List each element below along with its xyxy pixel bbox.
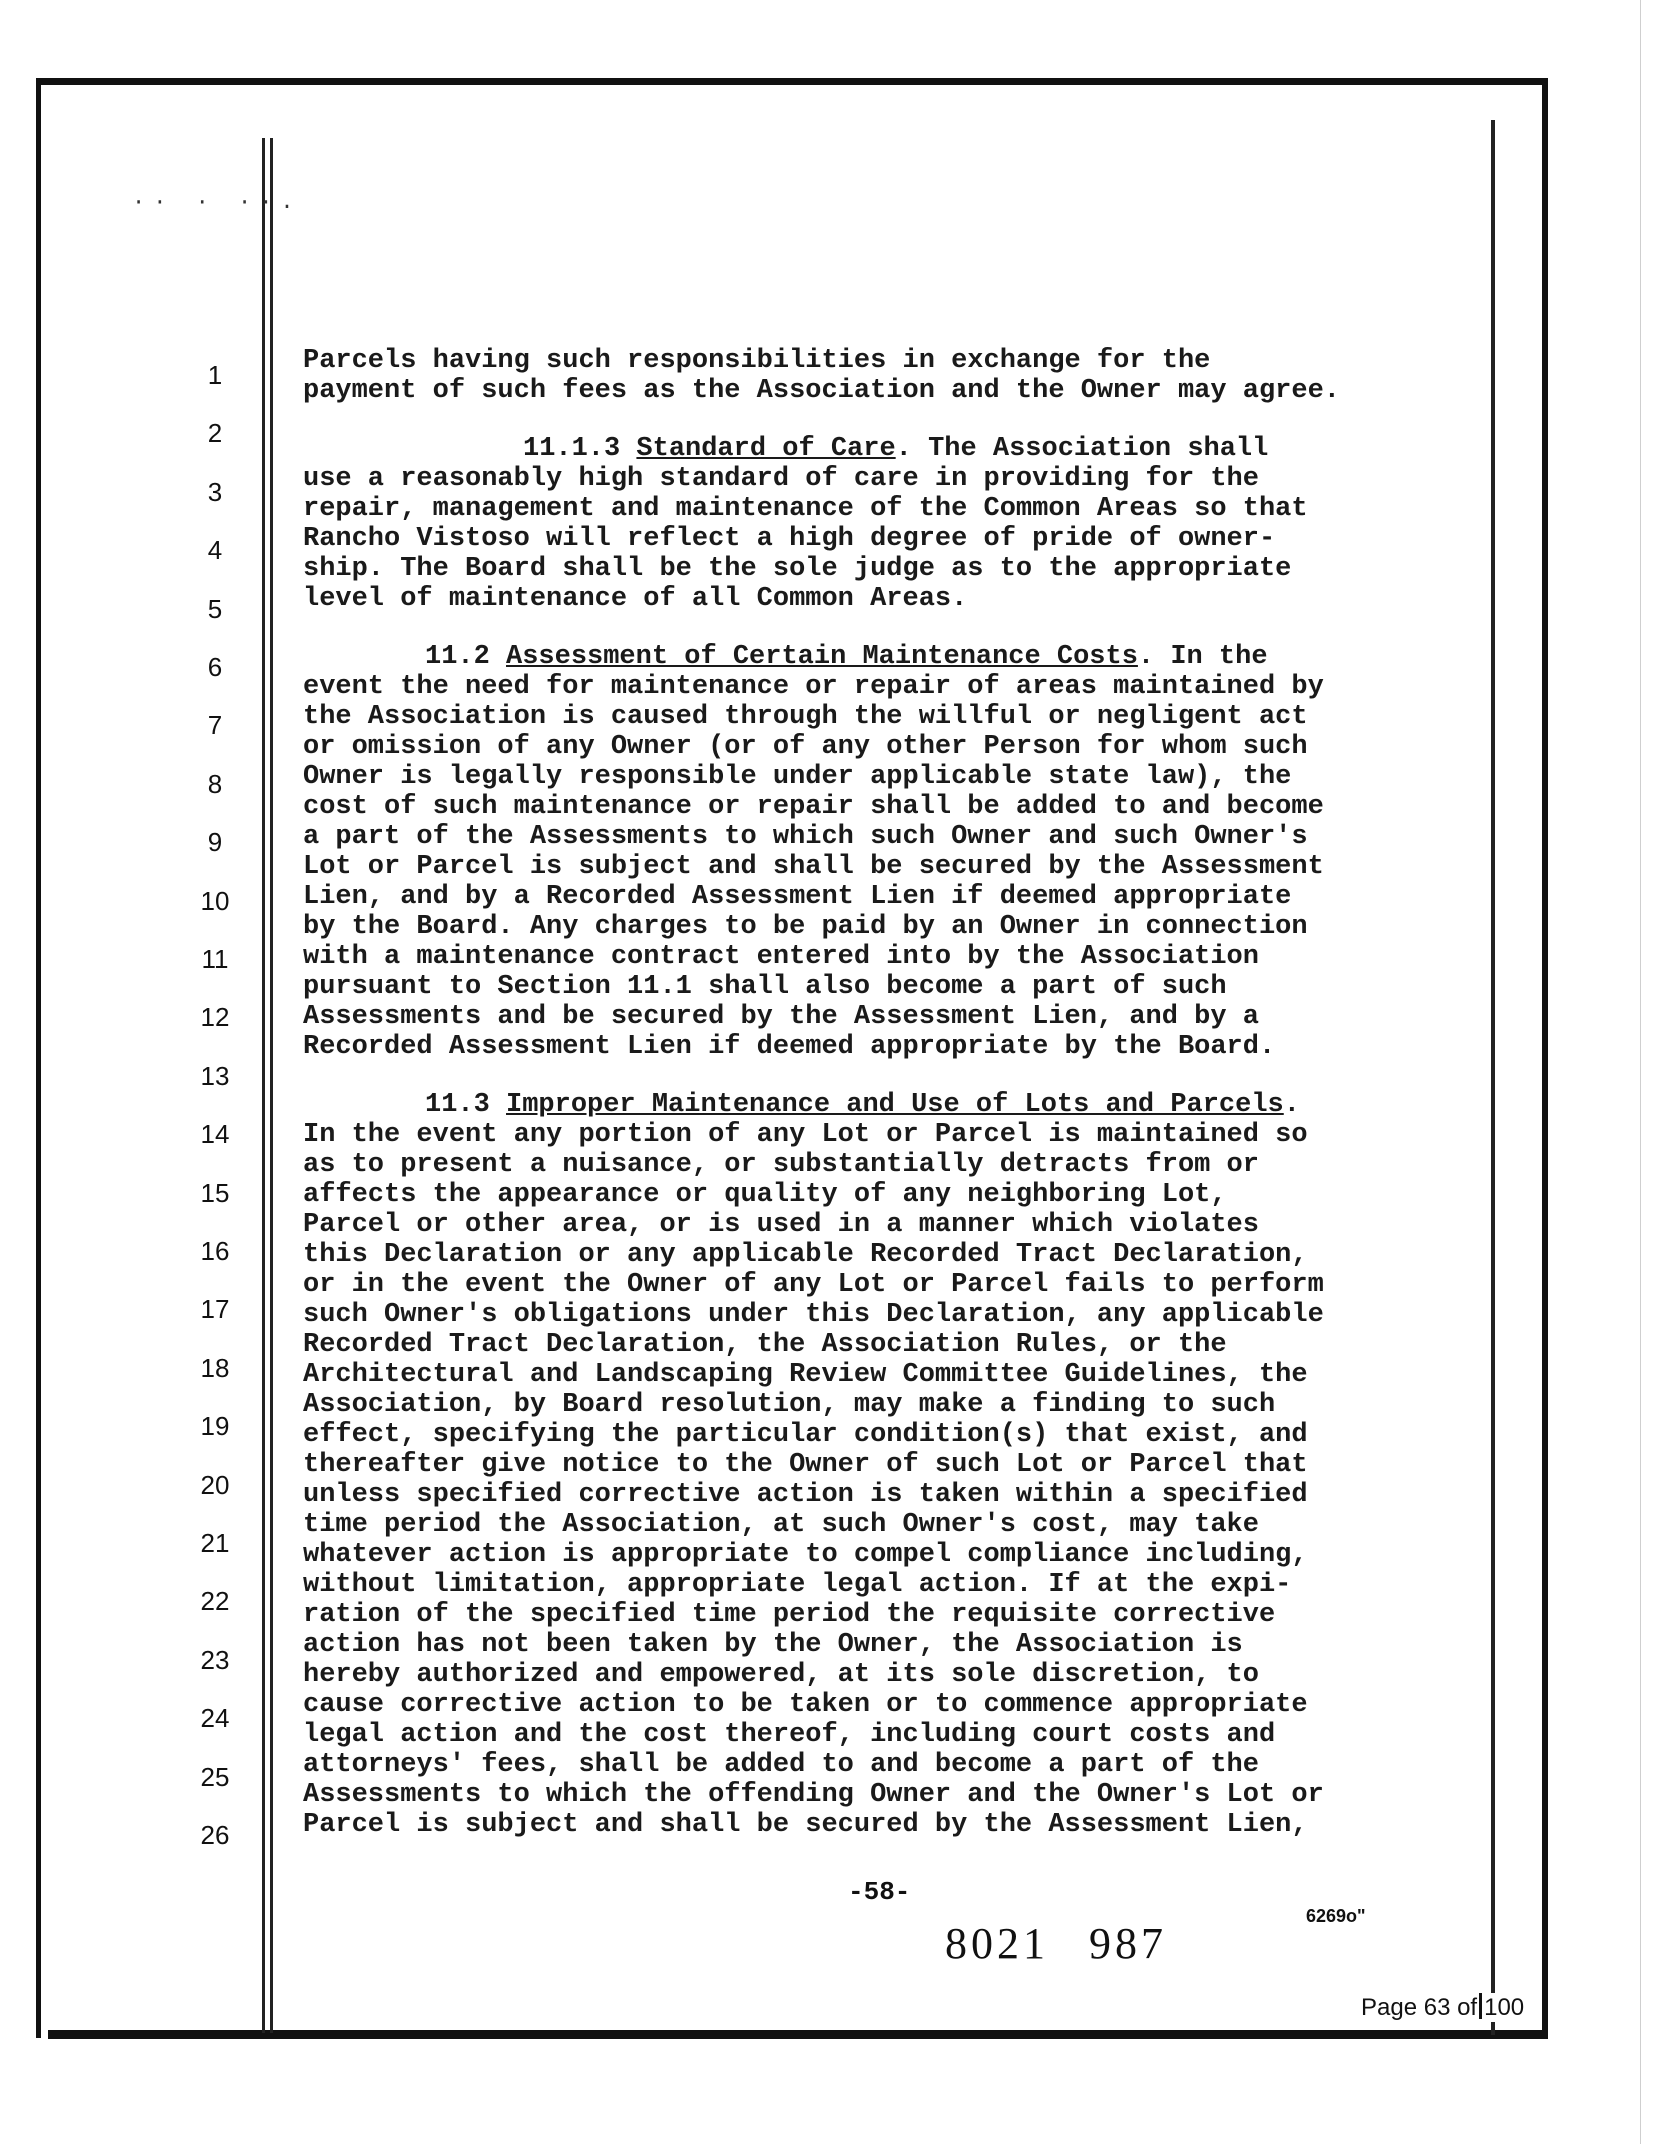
text-line: action has not been taken by the Owner, the Association is bbox=[303, 1630, 1243, 1660]
text-line: Recorded Assessment Lien if deemed appropriate by the Board. bbox=[303, 1032, 1276, 1062]
text-line: Parcel or other area, or is used in a manner which violates bbox=[303, 1210, 1259, 1240]
line-number: 7 bbox=[207, 710, 223, 740]
line-number: 3 bbox=[207, 477, 223, 507]
text-line: hereby authorized and empowered, at its sole discretion, to bbox=[303, 1660, 1259, 1690]
line-number: 13 bbox=[200, 1061, 230, 1091]
section-heading-rest: . bbox=[1283, 1090, 1300, 1120]
stamp-page: 987 bbox=[1089, 1919, 1167, 1968]
section-heading-rest: . The Association shall bbox=[895, 434, 1269, 464]
section-heading: Improper Maintenance and Use of Lots and Parcels bbox=[506, 1090, 1284, 1120]
page-frame-bottom bbox=[48, 2030, 1548, 2039]
line-number: 2 bbox=[207, 418, 223, 448]
text-line: Lot or Parcel is subject and shall be secured by the Assessment bbox=[303, 852, 1324, 882]
page-count-total: 100 bbox=[1484, 1994, 1525, 2021]
text-line: Association, by Board resolution, may make a finding to such bbox=[303, 1390, 1276, 1420]
text-line: with a maintenance contract entered into by the Association bbox=[303, 942, 1259, 972]
text-line: pursuant to Section 11.1 shall also become a part of such bbox=[303, 972, 1227, 1002]
text-line: ship. The Board shall be the sole judge as to the appropriate bbox=[303, 554, 1292, 584]
text-line: Rancho Vistoso will reflect a high degree of pride of owner- bbox=[303, 524, 1276, 554]
text-line: Owner is legally responsible under applicable state law), the bbox=[303, 762, 1292, 792]
text-line: such Owner's obligations under this Declaration, any applicable bbox=[303, 1300, 1324, 1330]
line-number: 22 bbox=[200, 1586, 230, 1616]
text-line: cost of such maintenance or repair shall be added to and become bbox=[303, 792, 1324, 822]
text-line: a part of the Assessments to which such Owner and such Owner's bbox=[303, 822, 1308, 852]
text-line: use a reasonably high standard of care in providing for the bbox=[303, 464, 1259, 494]
line-number: 20 bbox=[200, 1470, 230, 1500]
margin-marks: ·· · ··. bbox=[132, 190, 302, 215]
document-code: 6269o" bbox=[1306, 1906, 1366, 1926]
line-number: 14 bbox=[200, 1119, 230, 1149]
line-number: 16 bbox=[200, 1236, 230, 1266]
text-line: ration of the specified time period the requisite corrective bbox=[303, 1600, 1276, 1630]
text-line: unless specified corrective action is taken within a specified bbox=[303, 1480, 1308, 1510]
text-line: Assessments and be secured by the Assessment Lien, and by a bbox=[303, 1002, 1259, 1032]
text-line: cause corrective action to be taken or to commence appropriate bbox=[303, 1690, 1308, 1720]
line-number: 15 bbox=[200, 1178, 230, 1208]
line-number: 6 bbox=[207, 652, 223, 682]
section-heading-line bbox=[303, 434, 1443, 464]
line-number: 5 bbox=[207, 594, 223, 624]
line-number: 1 bbox=[207, 360, 223, 390]
line-number: 19 bbox=[200, 1411, 230, 1441]
line-number: 17 bbox=[200, 1294, 230, 1324]
text-line: level of maintenance of all Common Areas. bbox=[303, 584, 968, 614]
text-line: whatever action is appropriate to compel compliance including, bbox=[303, 1540, 1308, 1570]
page-count bbox=[1357, 1993, 1528, 2022]
text-line: Architectural and Landscaping Review Committee Guidelines, the bbox=[303, 1360, 1308, 1390]
text-line: or in the event the Owner of any Lot or Parcel fails to perform bbox=[303, 1270, 1324, 1300]
text-line: Assessments to which the offending Owner and the Owner's Lot or bbox=[303, 1780, 1324, 1810]
line-number: 21 bbox=[200, 1528, 230, 1558]
text-line: Parcel is subject and shall be secured by the Assessment Lien, bbox=[303, 1810, 1308, 1840]
text-line: without limitation, appropriate legal action. If at the expi- bbox=[303, 1570, 1292, 1600]
section-number: 11.1.3 bbox=[523, 434, 621, 464]
text-line: repair, management and maintenance of the Common Areas so that bbox=[303, 494, 1308, 524]
line-number: 12 bbox=[200, 1002, 230, 1032]
recording-stamp bbox=[945, 1918, 1167, 1969]
stamp-book: 8021 bbox=[945, 1919, 1049, 1968]
section-heading-line bbox=[303, 642, 1443, 672]
line-number: 4 bbox=[207, 535, 223, 565]
line-number: 9 bbox=[207, 827, 223, 857]
text-line: the Association is caused through the willful or negligent act bbox=[303, 702, 1308, 732]
paragraph bbox=[303, 434, 1443, 614]
text-line: affects the appearance or quality of any neighboring Lot, bbox=[303, 1180, 1227, 1210]
scan-edge-line bbox=[1640, 0, 1641, 2144]
line-number: 26 bbox=[200, 1820, 230, 1850]
text-line: legal action and the cost thereof, including court costs and bbox=[303, 1720, 1276, 1750]
page-number: -58- bbox=[848, 1877, 911, 1907]
page-count-prefix: Page 63 of bbox=[1361, 1994, 1478, 2021]
text-line: attorneys' fees, shall be added to and become a part of the bbox=[303, 1750, 1259, 1780]
text-line: thereafter give notice to the Owner of such Lot or Parcel that bbox=[303, 1450, 1308, 1480]
text-line: this Declaration or any applicable Recorded Tract Declaration, bbox=[303, 1240, 1308, 1270]
text-line: by the Board. Any charges to be paid by an Owner in connection bbox=[303, 912, 1308, 942]
text-line: as to present a nuisance, or substantially detracts from or bbox=[303, 1150, 1259, 1180]
line-number: 24 bbox=[200, 1703, 230, 1733]
section-heading-rest: . In the bbox=[1137, 642, 1268, 672]
text-line: or omission of any Owner (or of any other Person for whom such bbox=[303, 732, 1308, 762]
right-margin-rule bbox=[1491, 120, 1495, 2035]
text-line: Recorded Tract Declaration, the Association Rules, or the bbox=[303, 1330, 1227, 1360]
text-line: effect, specifying the particular condition(s) that exist, and bbox=[303, 1420, 1308, 1450]
section-number: 11.3 bbox=[425, 1090, 490, 1120]
section-number: 11.2 bbox=[425, 642, 490, 672]
text-line: Parcels having such responsibilities in exchange for the bbox=[303, 346, 1211, 376]
line-number: 8 bbox=[207, 769, 223, 799]
text-line: In the event any portion of any Lot or Parcel is maintained so bbox=[303, 1120, 1308, 1150]
paragraph bbox=[303, 346, 1443, 406]
line-number: 18 bbox=[200, 1353, 230, 1383]
paragraph bbox=[303, 1090, 1443, 1840]
line-number: 11 bbox=[201, 944, 229, 974]
line-number: 10 bbox=[200, 886, 230, 916]
line-number: 25 bbox=[200, 1762, 230, 1792]
text-line: time period the Association, at such Owner's cost, may take bbox=[303, 1510, 1259, 1540]
line-number: 23 bbox=[200, 1645, 230, 1675]
left-margin-rule bbox=[262, 138, 265, 2033]
text-line: event the need for maintenance or repair of areas maintained by bbox=[303, 672, 1324, 702]
section-heading: Assessment of Certain Maintenance Costs bbox=[506, 642, 1138, 672]
text-line: payment of such fees as the Association and the Owner may agree. bbox=[303, 376, 1340, 406]
paragraph bbox=[303, 642, 1443, 1062]
section-heading-line bbox=[303, 1090, 1443, 1120]
text-line: Lien, and by a Recorded Assessment Lien if deemed appropriate bbox=[303, 882, 1292, 912]
left-margin-rule-inner bbox=[270, 138, 273, 2033]
document-body bbox=[303, 346, 1443, 1840]
section-heading: Standard of Care bbox=[636, 434, 896, 464]
right-frame-rule bbox=[1542, 78, 1548, 2038]
